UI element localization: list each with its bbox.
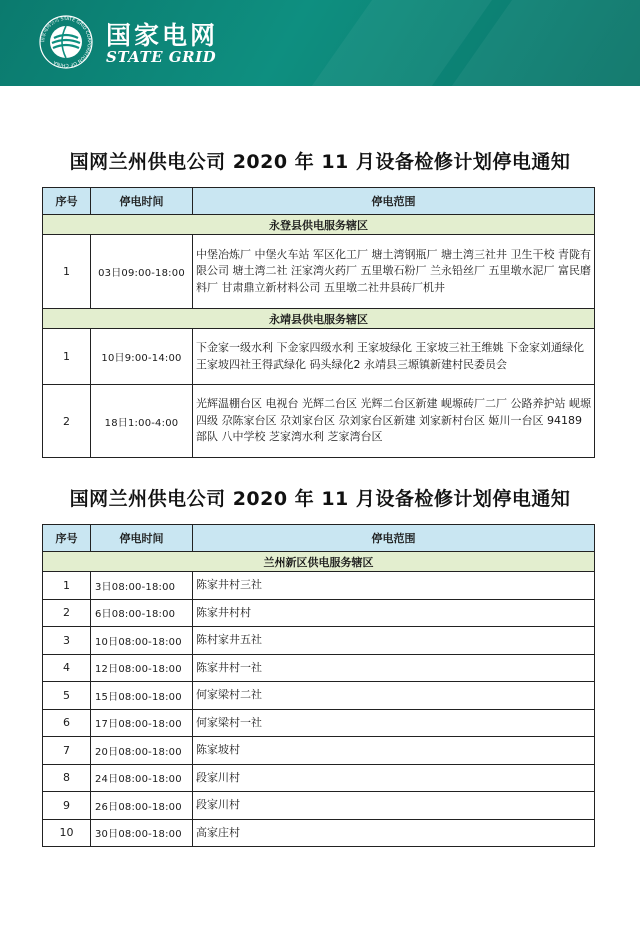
table-row: [43, 819, 595, 847]
row-index: 6: [43, 709, 91, 737]
notice-title: 国网兰州供电公司 2020 年 11 月设备检修计划停电通知: [69, 488, 571, 510]
emblem-ring-text: 国家电网公司 STATE GRID CORPORATION OF CHINA: [40, 16, 92, 68]
row-scope: 段家川村: [193, 792, 595, 820]
region-row: [43, 552, 595, 572]
row-scope: 下金家一级水利 下金家四级水利 王家坡绿化 王家坡三社王维姚 下金家刘通绿化 王家坡四社王得武绿化 码头绿化2 永靖县三塬镇新建村民委员会: [193, 329, 595, 385]
column-header-scope: 停电范围: [193, 525, 595, 552]
row-time: 03日09:00-18:00: [91, 235, 193, 309]
table-row: [43, 654, 595, 682]
row-scope: 陈家井村村: [193, 599, 595, 627]
row-time: 18日1:00-4:00: [91, 385, 193, 458]
row-scope: 陈家井村三社: [193, 572, 595, 600]
brand-name-en: STATE GRID: [106, 48, 217, 66]
row-index: 4: [43, 654, 91, 682]
row-index: 3: [43, 627, 91, 655]
row-scope: 何家梁村一社: [193, 709, 595, 737]
row-index: 1: [43, 329, 91, 385]
row-index: 8: [43, 764, 91, 792]
row-time: 12日08:00-18:00: [91, 654, 193, 682]
row-time: 30日08:00-18:00: [91, 819, 193, 847]
row-time: 20日08:00-18:00: [91, 737, 193, 765]
row-index: 1: [43, 572, 91, 600]
row-index: 7: [43, 737, 91, 765]
row-scope: 光辉温棚台区 电视台 光辉二台区 光辉二台区新建 岘塬砖厂二厂 公路养护站 岘塬四级 尕陈家台区 尕刘家台区 尕刘家台区新建 刘家新村台区 姬川一台区 94189部队 八中学校 芝家湾水利 芝家湾台区: [193, 385, 595, 458]
column-header-time: 停电时间: [91, 188, 193, 215]
column-header-index: 序号: [43, 525, 91, 552]
region-row: [43, 309, 595, 329]
outage-table: [42, 524, 595, 847]
row-index: 2: [43, 385, 91, 458]
table-row: [43, 627, 595, 655]
table-row: [43, 792, 595, 820]
row-time: 6日08:00-18:00: [91, 599, 193, 627]
table-row: [43, 329, 595, 385]
table-header-row: [43, 525, 595, 552]
row-time: 17日08:00-18:00: [91, 709, 193, 737]
region-row: [43, 215, 595, 235]
row-time: 26日08:00-18:00: [91, 792, 193, 820]
row-time: 3日08:00-18:00: [91, 572, 193, 600]
region-name: 永登县供电服务辖区: [43, 215, 595, 235]
row-scope: 高家庄村: [193, 819, 595, 847]
notice-title: 国网兰州供电公司 2020 年 11 月设备检修计划停电通知: [69, 151, 571, 173]
column-header-time: 停电时间: [91, 525, 193, 552]
row-index: 2: [43, 599, 91, 627]
column-header-scope: 停电范围: [193, 188, 595, 215]
region-name: 兰州新区供电服务辖区: [43, 552, 595, 572]
row-scope: 陈家坡村: [193, 737, 595, 765]
row-scope: 段家川村: [193, 764, 595, 792]
row-index: 10: [43, 819, 91, 847]
row-scope: 何家梁村二社: [193, 682, 595, 710]
outage-table: [42, 187, 595, 458]
row-time: 10日9:00-14:00: [91, 329, 193, 385]
table-row: [43, 572, 595, 600]
row-scope: 陈村家井五社: [193, 627, 595, 655]
row-time: 10日08:00-18:00: [91, 627, 193, 655]
row-time: 24日08:00-18:00: [91, 764, 193, 792]
table-header-row: [43, 188, 595, 215]
table-row: [43, 709, 595, 737]
row-index: 5: [43, 682, 91, 710]
state-grid-emblem-icon: [38, 14, 94, 70]
brand-header: [0, 0, 640, 86]
table-row: [43, 764, 595, 792]
table-row: [43, 737, 595, 765]
row-index: 1: [43, 235, 91, 309]
row-time: 15日08:00-18:00: [91, 682, 193, 710]
table-row: [43, 599, 595, 627]
region-name: 永靖县供电服务辖区: [43, 309, 595, 329]
column-header-index: 序号: [43, 188, 91, 215]
row-scope: 中堡冶炼厂 中堡火车站 军区化工厂 塘土湾钢瓶厂 塘土湾三社井 卫生干校 青陇有限公司 塘土湾二社 汪家湾火药厂 五里墩石粉厂 兰永铅丝厂 五里墩水泥厂 富民磨料厂 甘肃鼎立新材料公司 五里墩二社井县砖厂机井: [193, 235, 595, 309]
table-row: [43, 235, 595, 309]
table-row: [43, 385, 595, 458]
row-index: 9: [43, 792, 91, 820]
brand-name-cn: 国家电网: [106, 21, 219, 50]
table-row: [43, 682, 595, 710]
row-scope: 陈家井村一社: [193, 654, 595, 682]
